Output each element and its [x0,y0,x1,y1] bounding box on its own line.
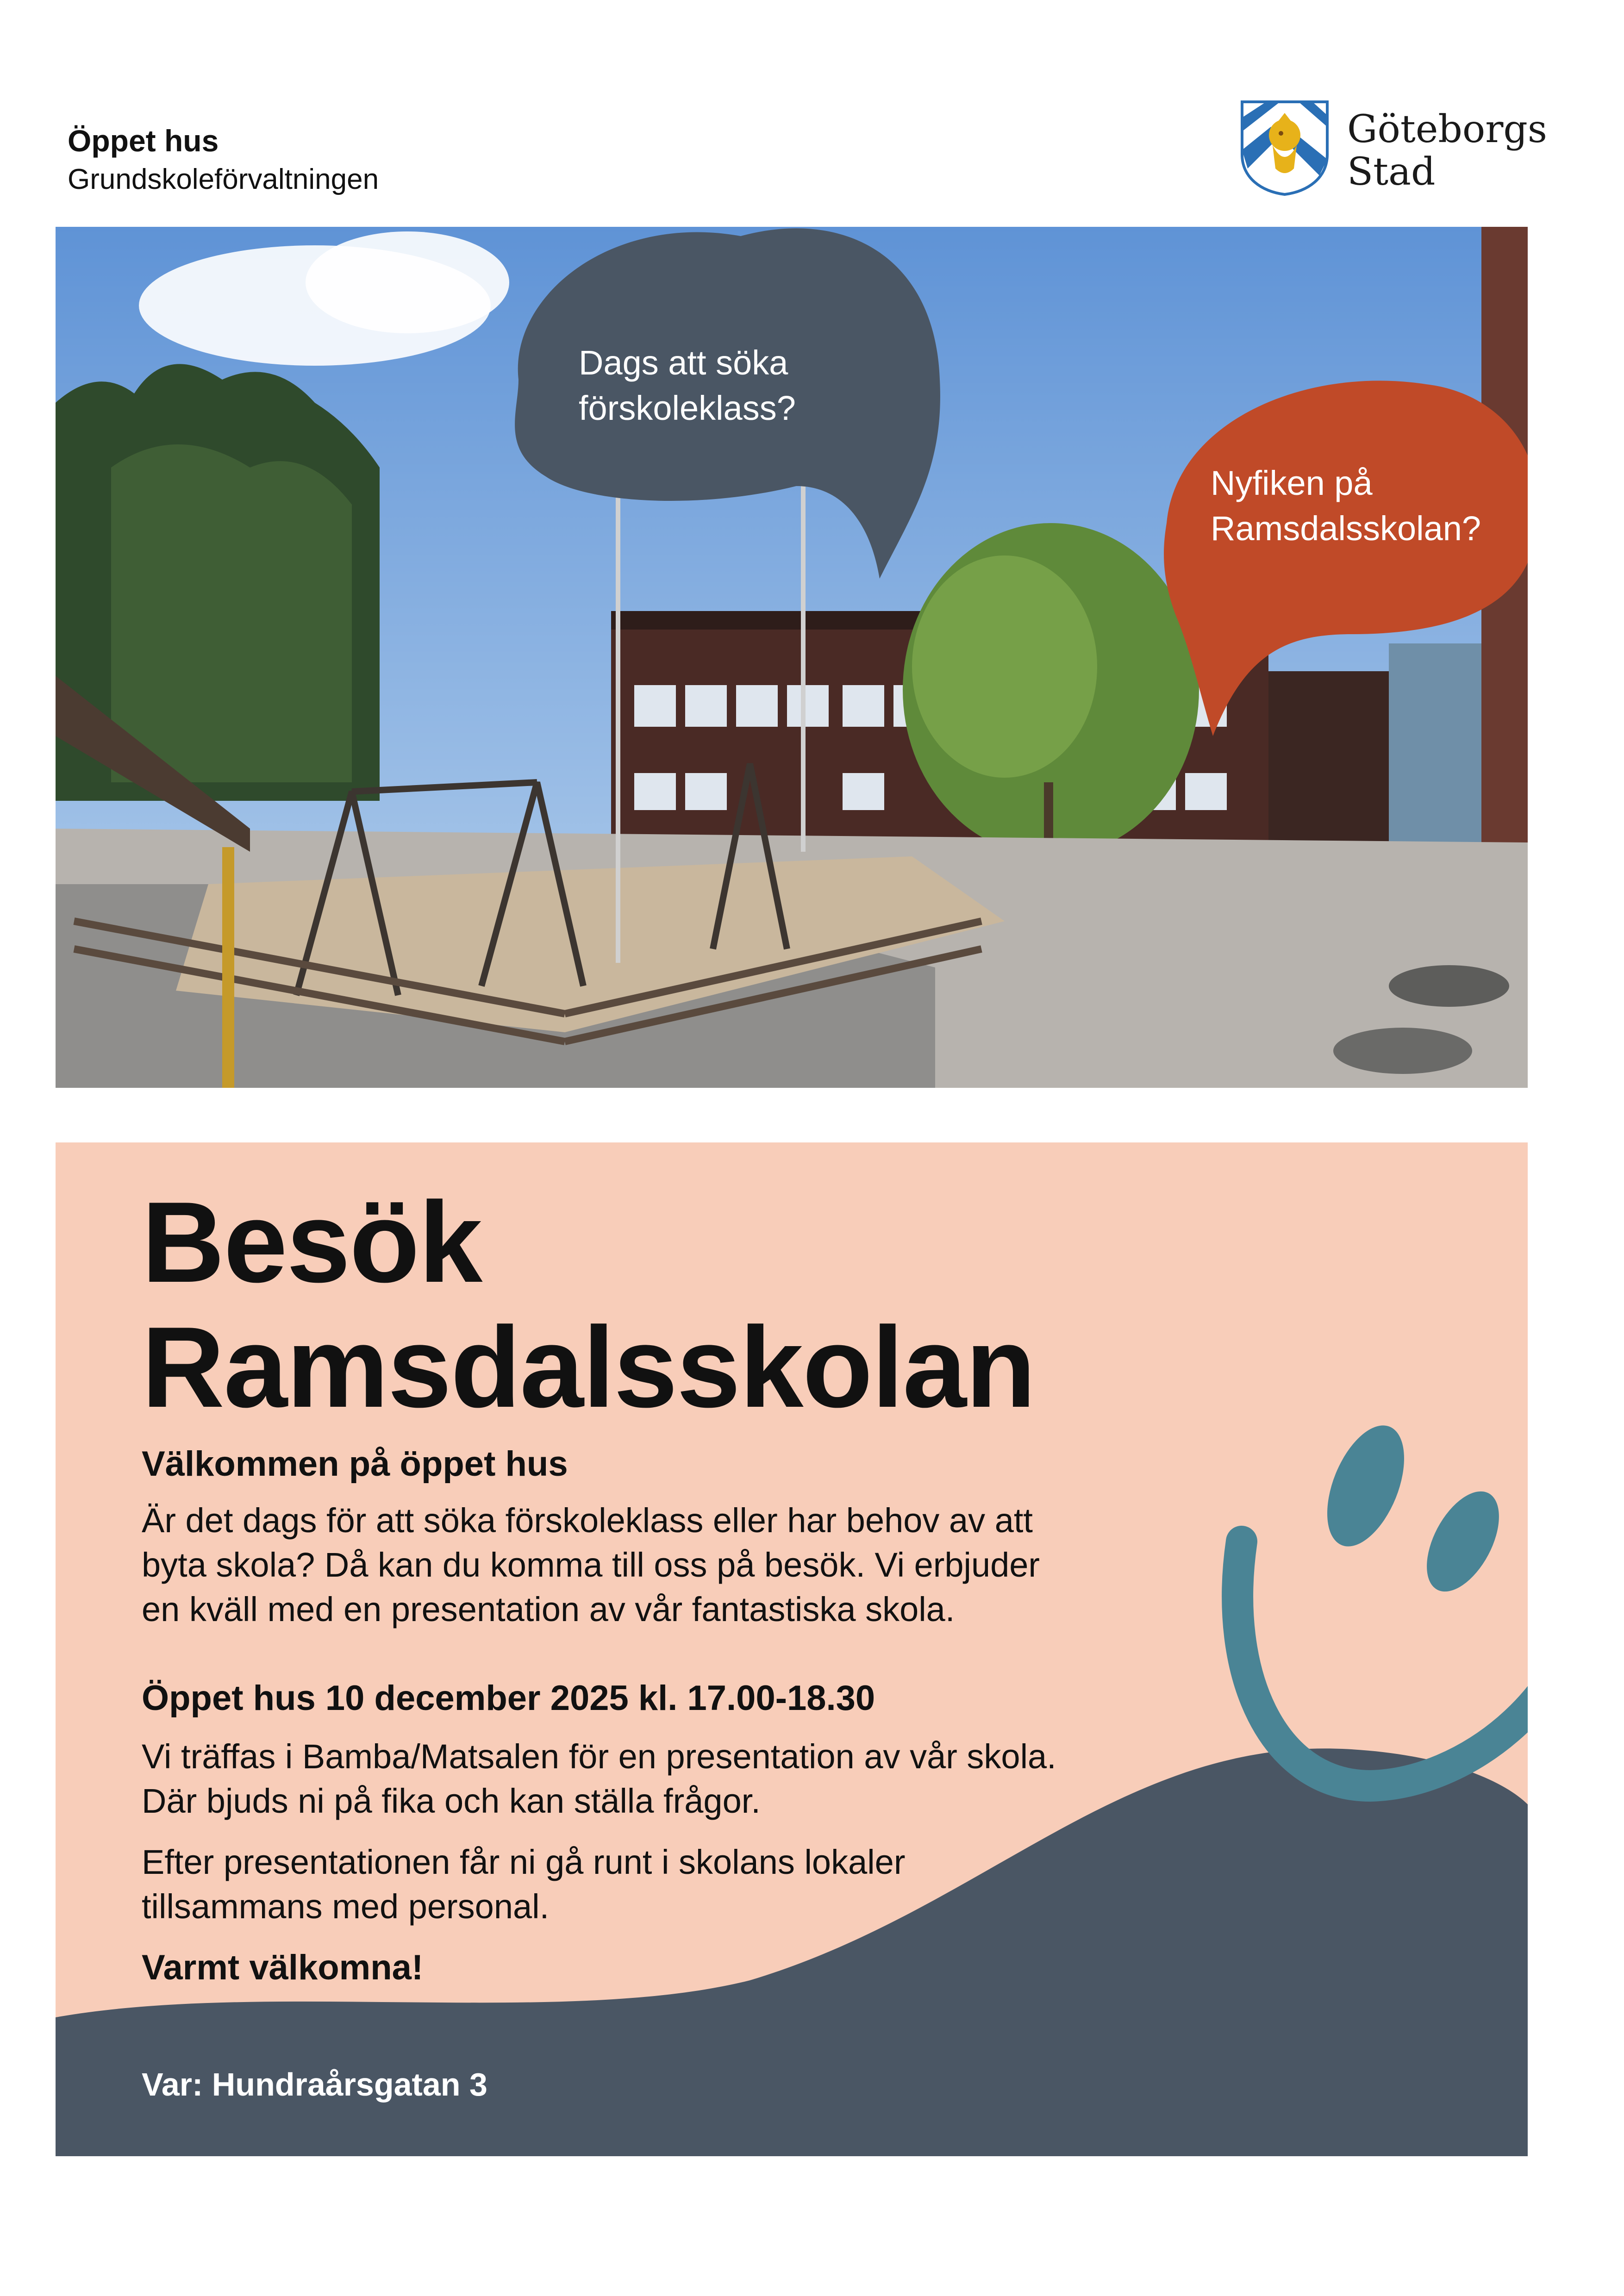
location-text: Var: Hundraårsgatan 3 [142,2066,487,2103]
logo-line-1: Göteborgs [1347,107,1547,151]
headline-line-2: Ramsdalsskolan [142,1303,1035,1431]
bubble-right-line-1: Nyfiken på [1211,464,1373,502]
logo-text [1347,108,1547,193]
welcome-heading: Välkommen på öppet hus [142,1444,568,1484]
meet-line: Där bjuds ni på fika och kan ställa frågor. [142,1782,761,1820]
headline [142,1179,1035,1429]
intro-line: Är det dags för att söka förskoleklass eller har behov av att [142,1501,1033,1540]
panel-content [142,1441,1206,1991]
bubble-right-line-2: Ramsdalsskolan? [1211,509,1481,548]
event-heading: Öppet hus 10 december 2025 kl. 17.00-18.30 [142,1678,875,1718]
logo-line-2: Stad [1347,150,1436,194]
header-title: Öppet hus [68,124,219,158]
meet-line: Vi träffas i Bamba/Matsalen för en presentation av vår skola. [142,1737,1056,1776]
info-panel [56,1142,1528,2156]
header [68,121,379,199]
tour-line: Efter presentationen får ni gå runt i skolans lokaler [142,1843,906,1881]
goteborgs-stad-logo [1238,99,1547,201]
bubble-left-line-1: Dags att söka [579,343,788,382]
bubble-right-text [1211,461,1481,551]
header-subtitle: Grundskoleförvaltningen [68,163,379,195]
city-crest-icon [1238,99,1331,196]
schoolyard-photo [56,227,1528,1088]
bubble-left-text [579,340,796,431]
intro-line: byta skola? Då kan du komma till oss på besök. Vi erbjuder [142,1546,1040,1584]
intro-line: en kväll med en presentation av vår fantastiska skola. [142,1590,955,1628]
bubble-left-line-2: förskoleklass? [579,389,796,427]
tour-line: tillsammans med personal. [142,1887,550,1926]
smiley-face-icon [1237,1415,1528,1786]
closing-text: Varmt välkomna! [142,1948,424,1987]
headline-line-1: Besök [142,1178,482,1306]
